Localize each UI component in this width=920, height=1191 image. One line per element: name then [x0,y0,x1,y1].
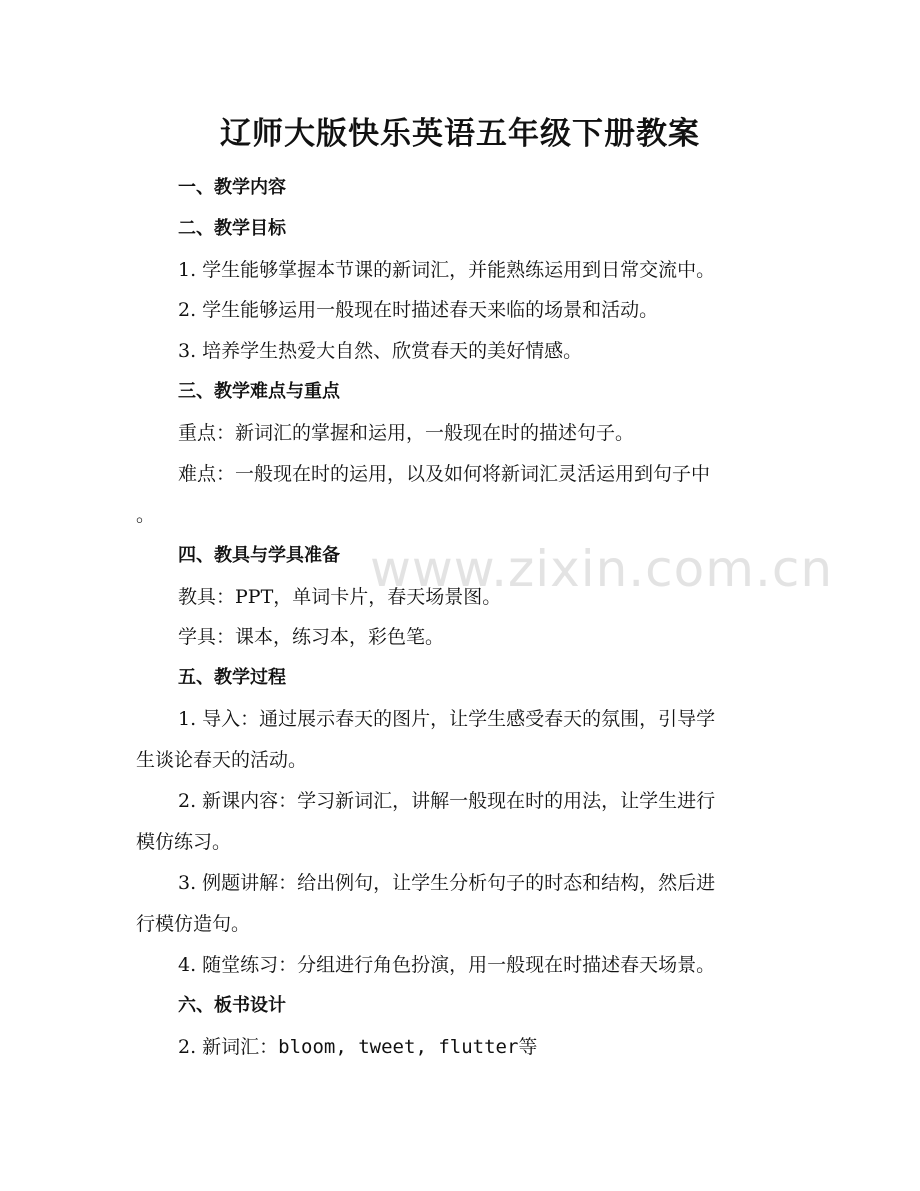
document-title: 辽师大版快乐英语五年级下册教案 [220,116,700,152]
teacher-tools-text: 教具：PPT，单词卡片，春天场景图。 [178,586,502,608]
process-step-line: 模仿练习。 [136,831,232,853]
section-heading-key-points: 三、教学难点与重点 [178,381,340,402]
objective-item: 2. 学生能够运用一般现在时描述春天来临的场景和活动。 [178,299,659,321]
section-heading-process: 五、教学过程 [178,667,286,688]
process-step-line: 4. 随堂练习：分组进行角色扮演，用一般现在时描述春天场景。 [178,954,716,976]
student-tools-text: 学具：课本，练习本，彩色笔。 [178,626,445,648]
board-design-item [178,1034,537,1060]
section-heading-objectives: 二、教学目标 [178,218,286,239]
process-step-line: 3. 例题讲解：给出例句，让学生分析句子的时态和结构，然后进 [178,872,716,894]
objective-item: 3. 培养学生热爱大自然、欣赏春天的美好情感。 [178,340,583,362]
section-heading-content: 一、教学内容 [178,177,286,198]
section-heading-board-design: 六、板书设计 [178,995,286,1016]
watermark: www.zixin.com.cn [370,540,834,598]
board-design-suffix: 等 [518,1036,538,1058]
board-design-words: bloom, tweet, flutter [278,1036,519,1058]
difficulty-text: 难点：一般现在时的运用，以及如何将新词汇灵活运用到句子中 [178,463,711,485]
board-design-prefix: 2. 新词汇： [178,1036,279,1058]
objective-item: 1. 学生能够掌握本节课的新词汇，并能熟练运用到日常交流中。 [178,259,716,281]
process-step-line: 2. 新课内容：学习新词汇，讲解一般现在时的用法，让学生进行 [178,790,716,812]
process-step-line: 生谈论春天的活动。 [136,749,308,771]
difficulty-text-continued: 。 [136,504,156,526]
key-point-text: 重点：新词汇的掌握和运用，一般现在时的描述句子。 [178,422,635,444]
process-step-line: 行模仿造句。 [136,913,251,935]
section-heading-materials: 四、教具与学具准备 [178,545,340,566]
process-step-line: 1. 导入：通过展示春天的图片，让学生感受春天的氛围，引导学 [178,708,716,730]
